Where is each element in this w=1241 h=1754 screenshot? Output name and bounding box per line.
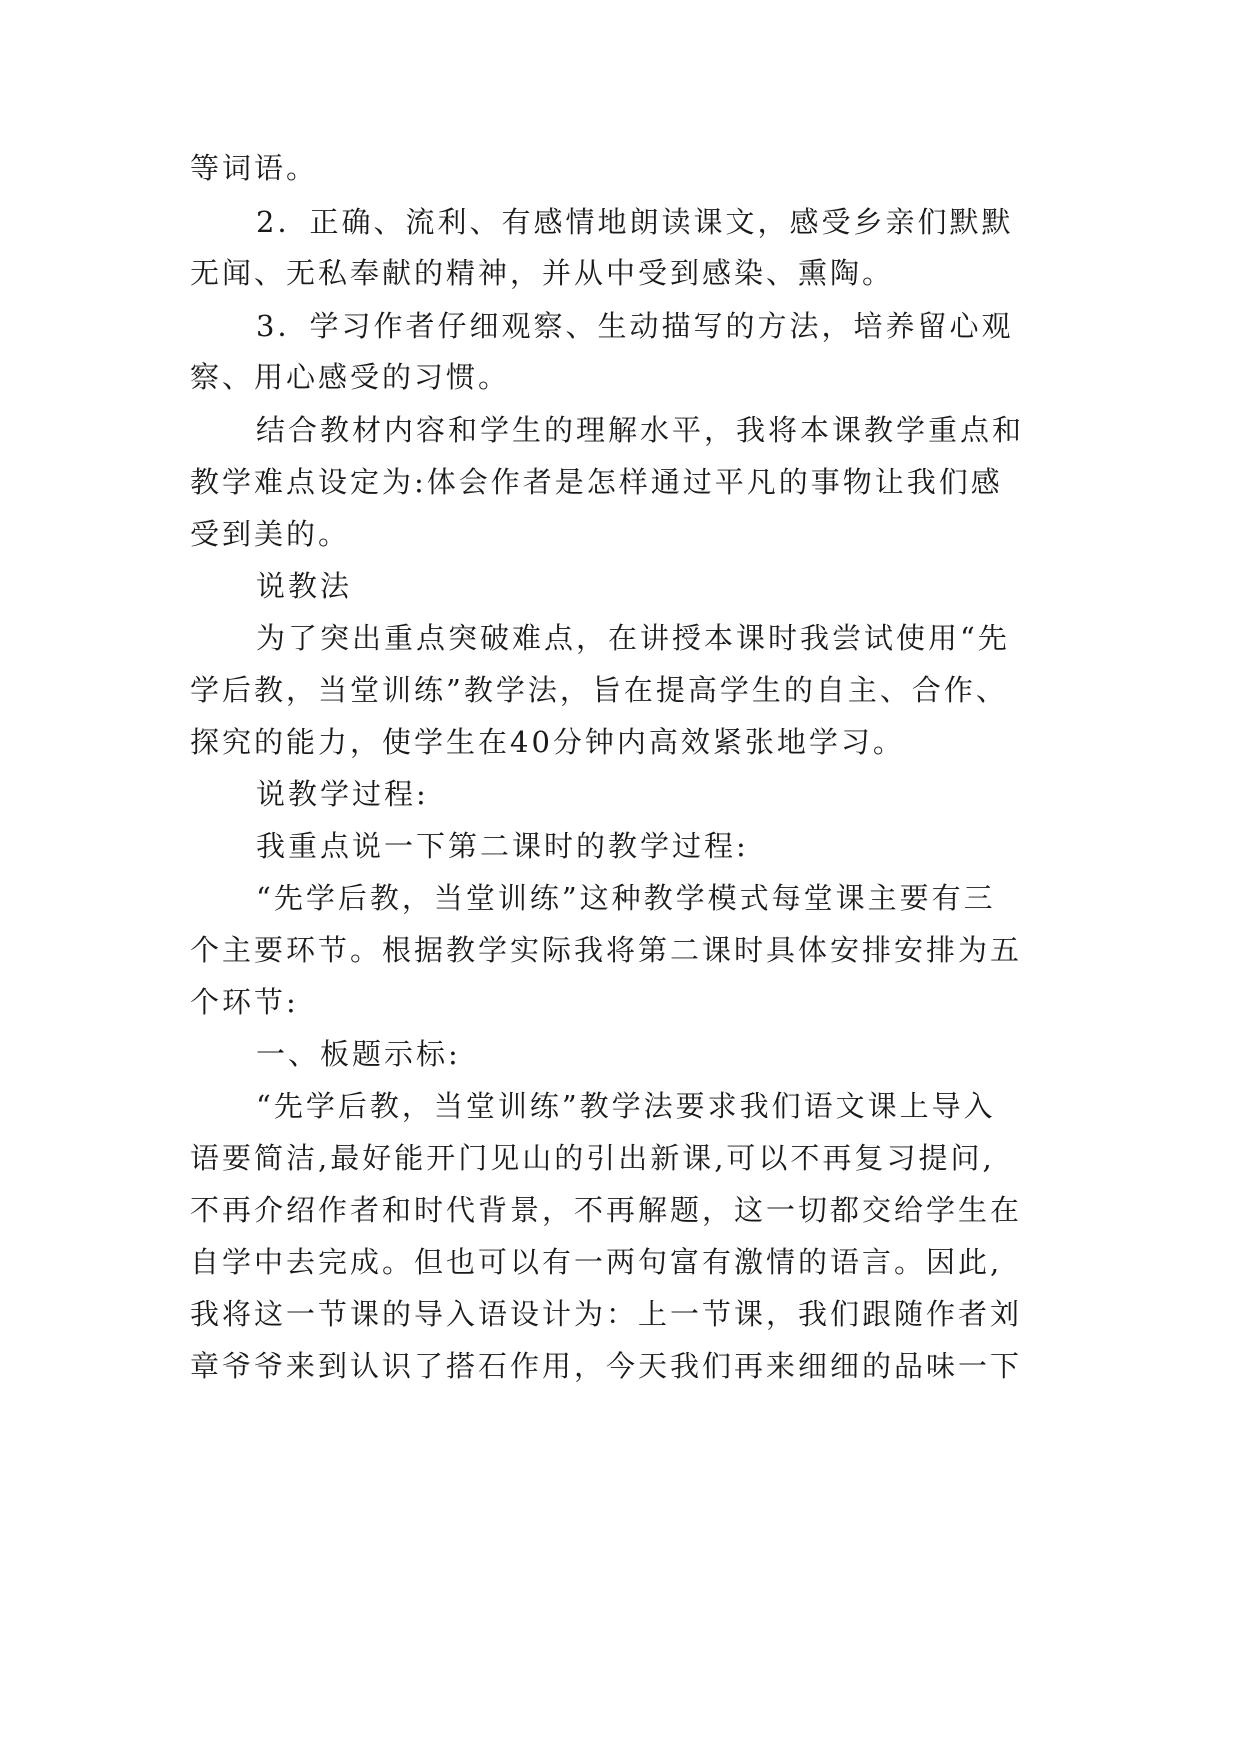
section-heading: 说教法: [256, 569, 353, 603]
text-line: “先学后教，当堂训练”教学法要求我们语文课上导入: [256, 1089, 996, 1123]
text-line: 学后教，当堂训练”教学法，旨在提高学生的自主、合作、: [190, 673, 1008, 707]
text-line: 等词语。: [190, 151, 319, 185]
text-line: 我将这一节课的导入语设计为：上一节课，我们跟随作者刘: [190, 1297, 1023, 1331]
section-heading: 说教学过程:: [256, 777, 429, 811]
text-line: 结合教材内容和学生的理解水平，我将本课教学重点和: [256, 413, 1025, 447]
text-line: 不再介绍作者和时代背景，不再解题，这一切都交给学生在: [190, 1193, 1023, 1227]
text-line: 个环节:: [190, 985, 299, 1019]
text-line: 教学难点设定为:体会作者是怎样通过平凡的事物让我们感: [190, 465, 1003, 499]
text-line: 语要简洁,最好能开门见山的引出新课,可以不再复习提问,: [190, 1141, 995, 1175]
text-line: 章爷爷来到认识了搭石作用，今天我们再来细细的品味一下: [190, 1349, 1023, 1383]
text-line: 无闻、无私奉献的精神，并从中受到感染、熏陶。: [190, 256, 895, 290]
text-line: 2．正确、流利、有感情地朗读课文，感受乡亲们默默: [256, 205, 1014, 239]
text-line: 个主要环节。根据教学实际我将第二课时具体安排安排为五: [190, 933, 1023, 967]
text-line: 为了突出重点突破难点，在讲授本课时我尝试使用“先: [256, 621, 1010, 655]
text-line: 3．学习作者仔细观察、生动描写的方法，培养留心观: [256, 309, 1014, 343]
text-line: “先学后教，当堂训练”这种教学模式每堂课主要有三: [256, 881, 996, 915]
text-line: 我重点说一下第二课时的教学过程:: [256, 829, 749, 863]
section-heading: 一、板题示标:: [256, 1037, 461, 1071]
text-line: 自学中去完成。但也可以有一两句富有激情的语言。因此,: [190, 1245, 1003, 1279]
text-line: 受到美的。: [190, 517, 351, 551]
text-line: 察、用心感受的习惯。: [190, 360, 511, 394]
text-line: 探究的能力，使学生在40分钟内高效紧张地学习。: [190, 725, 905, 759]
